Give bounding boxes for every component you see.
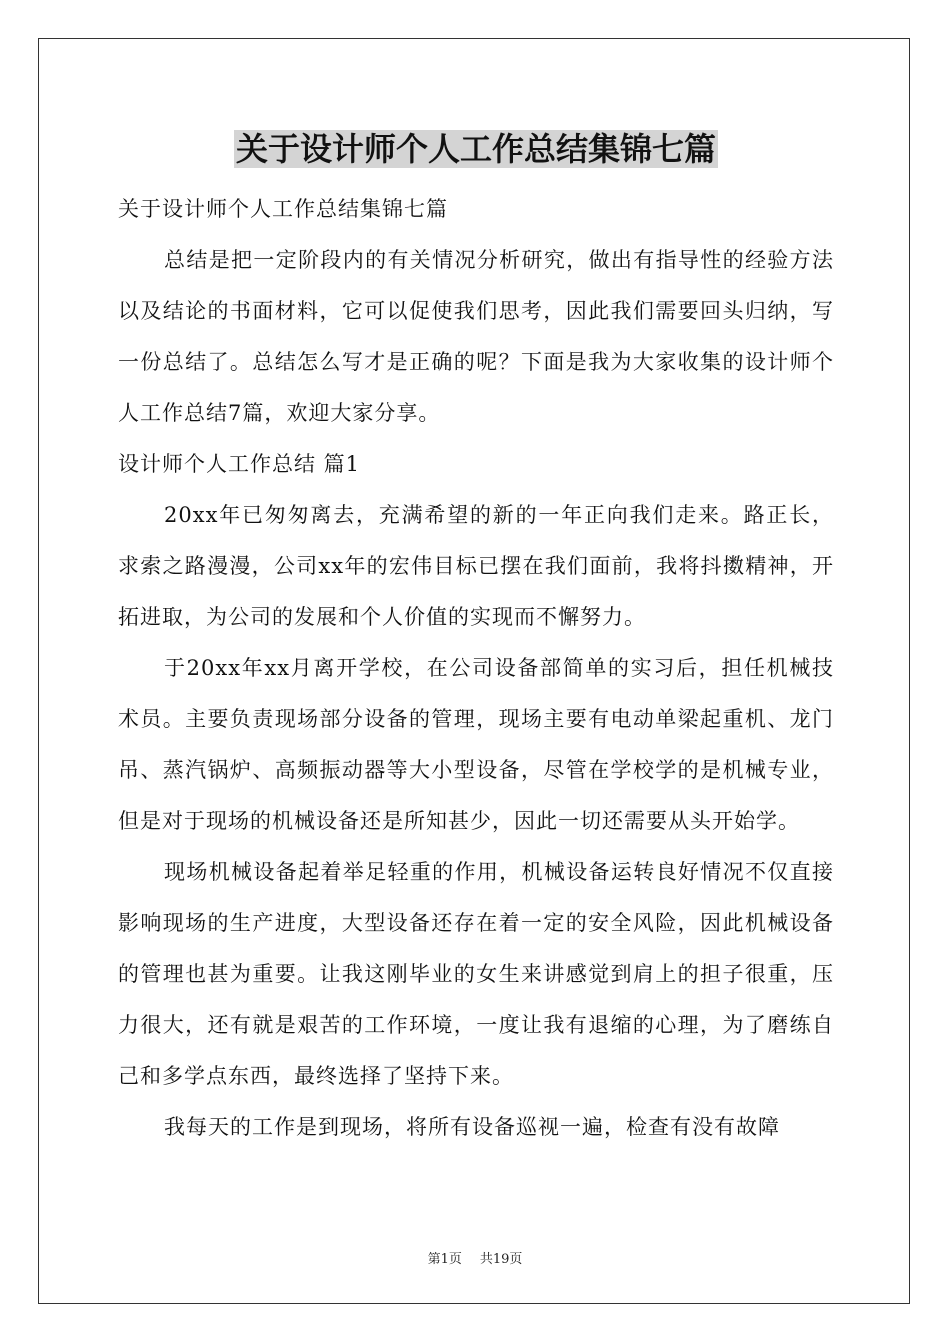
intro-paragraph: 总结是把一定阶段内的有关情况分析研究，做出有指导性的经验方法以及结论的书面材料，它可以促使我们思考，因此我们需要回头归纳，写一份总结了。总结怎么写才是正确的呢？下面是我为大家收集的设计师个人工作总结7篇，欢迎大家分享。 <box>118 248 834 425</box>
document-title: 关于设计师个人工作总结集锦七篇 <box>235 130 716 168</box>
section-heading: 设计师个人工作总结 篇1 <box>118 452 361 476</box>
body-paragraph: 我每天的工作是到现场，将所有设备巡视一遍，检查有没有故障 <box>164 1115 780 1139</box>
document-body <box>118 120 834 1153</box>
page-footer <box>0 1248 950 1267</box>
document-subtitle: 关于设计师个人工作总结集锦七篇 <box>118 197 448 221</box>
body-paragraph: 于20xx年xx月离开学校，在公司设备部简单的实习后，担任机械技术员。主要负责现场部分设备的管理，现场主要有电动单梁起重机、龙门吊、蒸汽锅炉、高频振动器等大小型设备，尽管在学校学的是机械专业，但是对于现场的机械设备还是所知甚少，因此一切还需要从头开始学。 <box>118 656 834 833</box>
body-paragraph: 20xx年已匆匆离去，充满希望的新的一年正向我们走来。路正长，求索之路漫漫，公司xx年的宏伟目标已摆在我们面前，我将抖擞精神，开拓进取，为公司的发展和个人价值的实现而不懈努力。 <box>118 503 834 629</box>
page-count: 共19页 <box>479 1252 523 1267</box>
body-paragraph: 现场机械设备起着举足轻重的作用，机械设备运转良好情况不仅直接影响现场的生产进度，大型设备还存在着一定的安全风险，因此机械设备的管理也甚为重要。让我这刚毕业的女生来讲感觉到肩上的担子很重，压力很大，还有就是艰苦的工作环境，一度让我有退缩的心理，为了磨练自己和多学点东西，最终选择了坚持下来。 <box>118 860 834 1088</box>
page-number: 第1页 <box>427 1252 462 1267</box>
